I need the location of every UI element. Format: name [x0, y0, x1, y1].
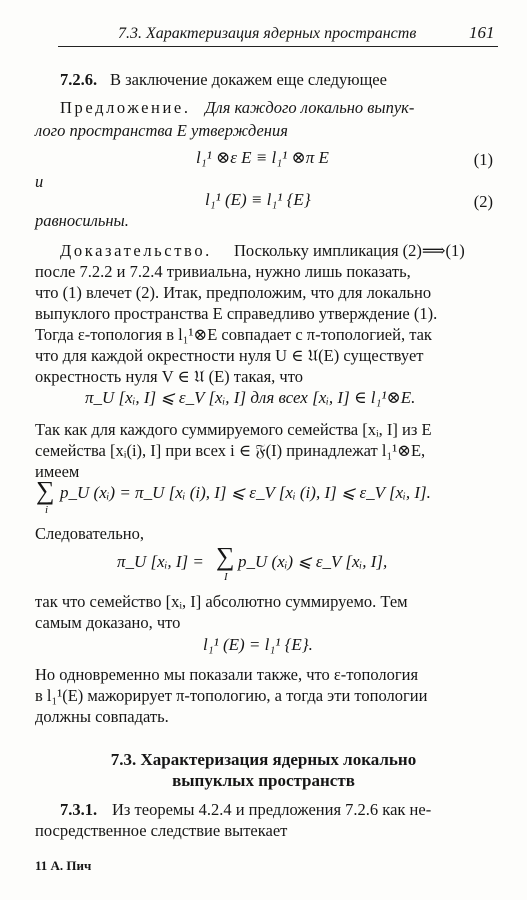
equation-3: π_U [xᵢ, I] ⩽ ε_V [xᵢ, I] для всех [xᵢ, I] ∈ l₁¹⊗E.	[85, 388, 416, 407]
text-line: должны совпадать.	[35, 707, 169, 726]
text-line: и	[35, 172, 44, 191]
paragraph-number: 7.2.6.	[60, 70, 98, 89]
equation-2: l₁¹ (E) ≡ l₁¹ {E}	[205, 190, 311, 209]
equation-6: l₁¹ (E) = l₁¹ {E}.	[203, 635, 313, 654]
text-line: выпуклого пространства E справедливо утверждение (1).	[35, 304, 438, 323]
text-line: самым доказано, что	[35, 613, 181, 632]
section-title: 7.3. Характеризация ядерных локально	[110, 750, 417, 769]
text-line: В заключение докажем еще следующее	[110, 70, 387, 89]
text-line: Из теоремы 4.2.4 и предложения 7.2.6 как не-	[112, 800, 432, 819]
summation-sign: ∑	[216, 542, 235, 571]
text-line: что для каждой окрестности нуля U ∈ 𝔘(E) существует	[35, 346, 424, 365]
text-line: после 7.2.2 и 7.2.4 тривиальна, нужно лишь показать,	[35, 262, 411, 281]
text-line: что (1) влечет (2). Итак, предположим, что для локально	[35, 283, 432, 302]
text-line: Но одновременно мы показали также, что ε-топология	[35, 665, 419, 684]
proof-label: Доказательство.	[60, 241, 212, 260]
equation-4: p_U (xᵢ) = π_U [xᵢ (i), I] ⩽ ε_V [xᵢ (i), I] ⩽ ε_V [xᵢ, I].	[60, 483, 431, 502]
running-title: 7.3. Характеризация ядерных пространств	[118, 25, 417, 42]
equation-5-right: p_U (xᵢ) ⩽ ε_V [xᵢ, I],	[238, 552, 388, 571]
text-line: имеем	[35, 462, 80, 481]
header-rule	[58, 46, 498, 47]
page-number: 161	[469, 23, 495, 42]
equation-5-left: π_U [xᵢ, I] =	[117, 552, 204, 571]
text-line: окрестность нуля V ∈ 𝔘 (E) такая, что	[35, 367, 303, 386]
text-line: в l₁¹(E) мажорирует π-топологию, а тогда эти топологии	[35, 686, 428, 705]
summation-index: I	[224, 571, 228, 583]
summation-sign: ∑	[36, 476, 55, 505]
proposition-text: лого пространства E утверждения	[35, 121, 288, 140]
text-line: посредственное следствие вытекает	[35, 821, 288, 840]
text-line: Так как для каждого суммируемого семейства [xᵢ, I] из E	[35, 420, 432, 439]
text-line: Следовательно,	[35, 524, 144, 543]
summation-index: i	[45, 504, 49, 516]
text-line: так что семейство [xᵢ, I] абсолютно суммируемо. Тем	[35, 592, 408, 611]
proposition-label: Предложение.	[60, 98, 191, 117]
text-line: семейства [xᵢ(i), I] при всех i ∈ 𝔉(I) принадлежат l₁¹⊗E,	[35, 441, 426, 460]
text-line: Поскольку импликация (2)⟹(1)	[234, 241, 465, 260]
signature-mark: 11 А. Пич	[35, 858, 92, 873]
equation-number: (1)	[473, 150, 493, 169]
equation-1: l₁¹ ⊗ε E ≡ l₁¹ ⊗π E	[196, 148, 329, 167]
equation-number: (2)	[473, 192, 493, 211]
text-line: Тогда ε-топология в l₁¹⊗E совпадает с π-топологией, так	[35, 325, 432, 344]
proposition-text: Для каждого локально выпук-	[205, 98, 415, 117]
text-line: равносильны.	[35, 211, 129, 230]
section-title: выпуклых пространств	[172, 771, 355, 790]
paragraph-number: 7.3.1.	[60, 800, 98, 819]
